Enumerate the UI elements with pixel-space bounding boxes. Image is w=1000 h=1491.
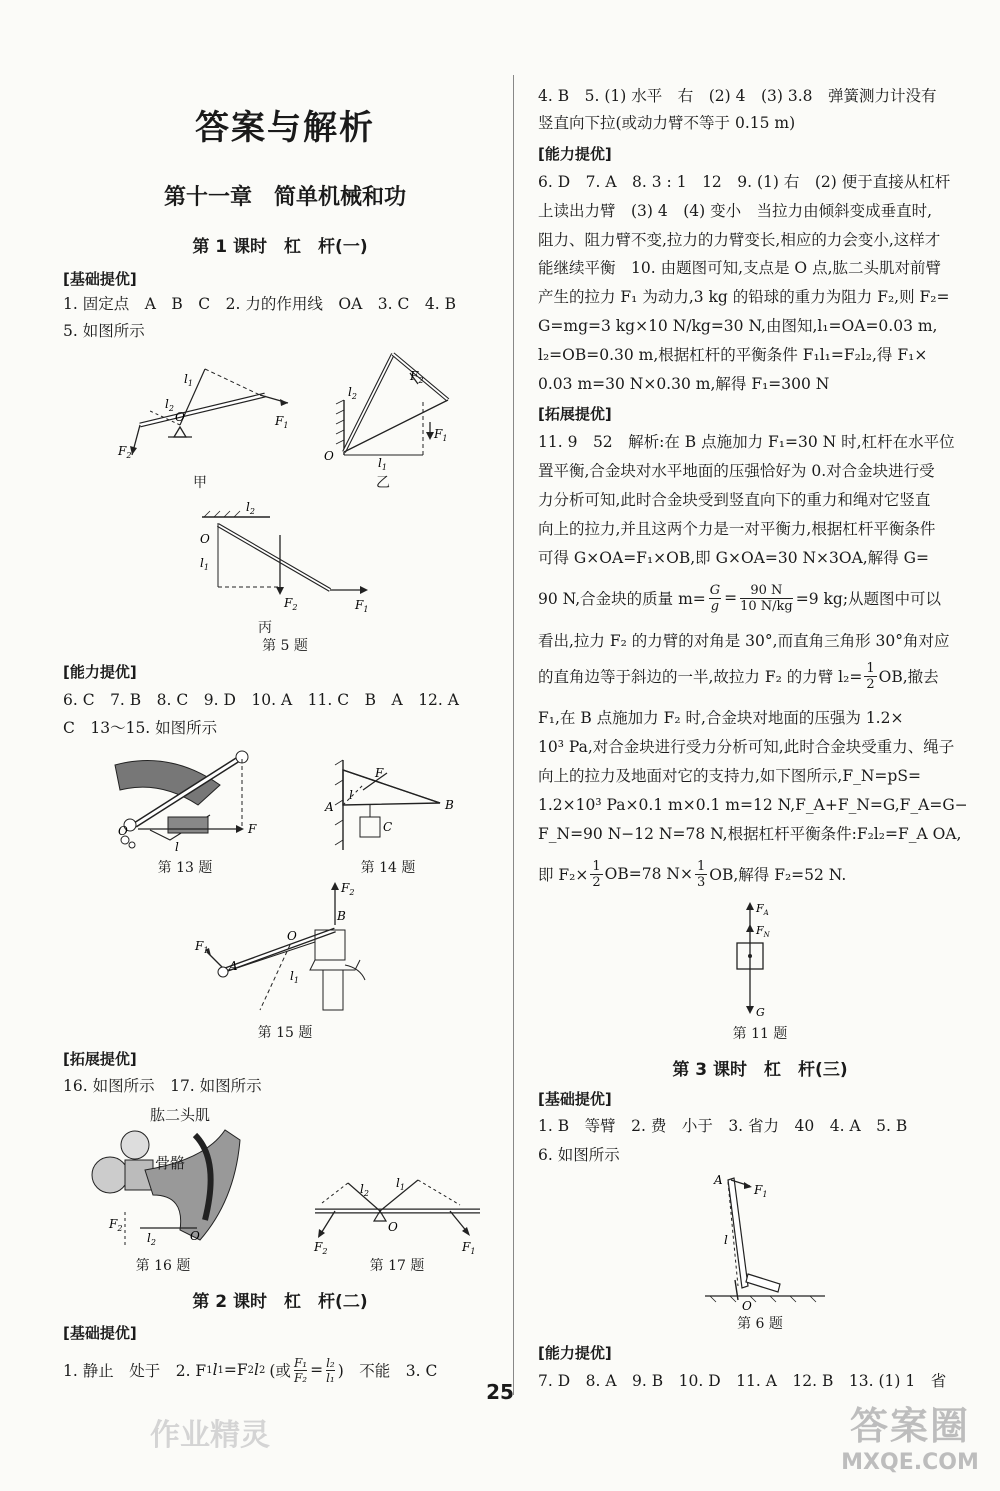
figure-caption: 第 11 题 [732, 1026, 788, 1042]
figure-16-label-bone: 骨骼 [154, 1154, 185, 1172]
answer-line: G=mg=3 kg×10 N/kg=30 N,由图知,l₁=OA=0.03 m, [538, 317, 938, 335]
section-tag-ability: [能力提优] [63, 663, 137, 681]
svg-text:B: B [445, 798, 454, 812]
figure-label-jia: 甲 [193, 475, 207, 491]
answer-line-fraction: 即 F₂× $\frac{1}{2}$ OB=78 N× $\frac{1}{3}$ OB,解得 F₂=52 N. [538, 858, 847, 890]
svg-text:F2: $F_2$ [109, 1217, 123, 1233]
figure-caption: 第 16 题 [135, 1258, 191, 1274]
svg-text:l2: $l_2$ [360, 1182, 369, 1198]
page-title: 答案与解析 [195, 108, 375, 148]
figure-17 [300, 1165, 490, 1255]
answer-line: 0.03 m=30 N×0.30 m,解得 F₁=300 N [538, 375, 830, 393]
answer-line: l₂=OB=0.30 m,根据杠杆的平衡条件 F₁l₁=F₂l₂,得 F₁× [538, 346, 928, 364]
svg-text:F: F [248, 822, 257, 836]
answer-line: 可得 G×OA=F₁×OB,即 G×OA=30 N×3OA,解得 G= [538, 549, 930, 567]
figure-15 [185, 880, 385, 1020]
svg-text:A: A [229, 959, 238, 973]
figure-label-bing: 丙 [258, 620, 272, 636]
svg-text:l1: $l_1$ [184, 372, 193, 388]
svg-text:F2: $F_2$ [341, 881, 355, 897]
svg-text:l2: $l_2$ [147, 1231, 156, 1247]
svg-text:F1: $F_1$ [195, 939, 209, 955]
svg-text:FA: $F_A$ [756, 902, 769, 917]
answer-line: 6. D 7. A 8. 3 : 1 12 9. (1) 右 (2) 便于直接从杠杆 [538, 173, 951, 191]
fraction: $\frac{G}{g}$ [709, 582, 721, 614]
answer-line: 置平衡,合金块对水平地面的压强恰好为 0.对合金块进行受 [538, 462, 935, 480]
svg-text:O: O [118, 824, 128, 838]
figure-6 [700, 1168, 830, 1313]
answer-line: F_N=90 N−12 N=78 N,根据杠杆平衡条件:F₂l₂=F_A OA, [538, 825, 962, 843]
answer-line: 向上的拉力,并且这两个力是一对平衡力,根据杠杆平衡条件 [538, 520, 936, 538]
lesson2-title: 第 2 课时 杠 杆(二) [192, 1292, 368, 1312]
answer-line: 16. 如图所示 17. 如图所示 [63, 1077, 262, 1095]
svg-text:F2: $F_2$ [118, 444, 132, 460]
svg-text:A: A [714, 1173, 723, 1187]
svg-text:F1: $F_1$ [434, 427, 448, 443]
answer-line-fraction: 的直角边等于斜边的一半,故拉力 F₂ 的力臂 l₂= $\frac{1}{2}$ OB,撤去 [538, 660, 939, 692]
svg-text:FN: $F_N$ [756, 924, 770, 939]
answer-line: 4. B 5. (1) 水平 右 (2) 4 (3) 3.8 弹簧测力计没有 [538, 87, 937, 105]
svg-text:O: O [388, 1220, 398, 1234]
answer-line-formula: 1. 静止 处于 2. F 1 l 1 =F 2 l 2 (或 $\frac{\text{F₁}}{\text{F₂}}$ = $\frac{\text{l₂}}{\text{l₁}}$ ) 不能 3. C [63, 1355, 438, 1385]
answer-line: C 13～15. 如图所示 [63, 719, 218, 737]
lesson3-title: 第 3 课时 杠 杆(三) [672, 1060, 848, 1080]
svg-text:O: O [200, 532, 210, 546]
svg-text:l1: $l_1$ [396, 1176, 405, 1192]
figure-caption: 第 15 题 [257, 1025, 313, 1041]
figure-5-yi [318, 340, 468, 470]
svg-text:F2: $F_2$ [410, 369, 424, 385]
fraction: $\frac{90 N}{10 N/kg}$ [740, 582, 793, 614]
column-divider [513, 75, 514, 1395]
fraction: $\frac{1}{3}$ [696, 858, 706, 890]
answer-line: 10³ Pa,对合金块进行受力分析可知,此时合金块受重力、绳子 [538, 738, 955, 756]
answer-line: 能继续平衡 10. 由题图可知,支点是 O 点,肱二头肌对前臂 [538, 259, 941, 277]
svg-text:l: l [724, 1233, 728, 1247]
fraction: $\frac{\text{l₂}}{\text{l₁}}$ [326, 1355, 335, 1385]
figure-13 [110, 745, 270, 855]
svg-text:l2: $l_2$ [246, 500, 255, 516]
answer-line: 1. 固定点 A B C 2. 力的作用线 OA 3. C 4. B [63, 295, 456, 313]
figure-5-jia [110, 355, 300, 465]
svg-text:F1: $F_1$ [462, 1240, 476, 1255]
figure-16-label-muscle: 肱二头肌 [149, 1106, 210, 1124]
section-tag-extend: [拓展提优] [63, 1050, 137, 1068]
svg-text:l: l [349, 788, 353, 802]
svg-text:O: O [190, 1229, 200, 1243]
section-tag-basic: [基础提优] [63, 270, 137, 288]
svg-text:l1: $l_1$ [290, 969, 299, 985]
chapter-title: 第十一章 简单机械和功 [163, 185, 406, 210]
svg-text:F1: $F_1$ [355, 598, 369, 614]
figure-caption: 第 14 题 [360, 860, 416, 876]
answer-line: F₁,在 B 点施加力 F₂ 时,合金块对地面的压强为 1.2× [538, 709, 904, 727]
fraction: $\frac{\text{F₁}}{\text{F₂}}$ [293, 1355, 308, 1385]
svg-text:C: C [383, 820, 393, 834]
answer-line: 阻力、阻力臂不变,拉力的力臂变长,相应的力会变小,这样才 [538, 231, 941, 249]
fraction: $\frac{1}{2}$ [592, 858, 601, 890]
answer-line: 5. 如图所示 [63, 322, 145, 340]
svg-text:G: G [756, 1006, 765, 1019]
svg-text:O: O [324, 449, 334, 463]
answer-line: 6. 如图所示 [538, 1146, 620, 1164]
answer-line: 1. B 等臂 2. 费 小于 3. 省力 40 4. A 5. B [538, 1117, 908, 1135]
answer-line: 产生的拉力 F₁ 为动力,3 kg 的铅球的重力为阻力 F₂,则 F₂= [538, 288, 950, 306]
svg-text:l2: $l_2$ [165, 397, 174, 413]
answer-line: 向上的拉力及地面对它的支持力,如下图所示,F_N=pS= [538, 767, 921, 785]
lesson1-title: 第 1 课时 杠 杆(一) [192, 237, 368, 257]
svg-text:l1: $l_1$ [378, 456, 387, 470]
figure-caption: 第 5 题 [262, 638, 308, 654]
figure-caption: 第 13 题 [157, 860, 213, 876]
section-tag-ability: [能力提优] [538, 1344, 612, 1362]
svg-text:B: B [337, 909, 346, 923]
svg-text:l2: $l_2$ [348, 385, 357, 401]
watermark: 作业精灵 [150, 1418, 270, 1453]
answer-line: 1.2×10³ Pa×0.1 m×0.1 m=12 N,F_A+F_N=G,F_A=G− [538, 796, 968, 814]
answer-line: 看出,拉力 F₂ 的力臂的对角是 30°,而直角三角形 30°角对应 [538, 632, 950, 650]
site-logo: 答案圈 MXQE.COM [841, 1404, 979, 1475]
section-tag-extend: [拓展提优] [538, 405, 612, 423]
svg-text:O: O [175, 410, 185, 424]
svg-text:O: O [287, 929, 297, 943]
answer-line: 竖直向下拉(或动力臂不等于 0.15 m) [538, 114, 796, 132]
answer-line: 上读出力臂 (3) 4 (4) 变小 当拉力由倾斜变成垂直时, [538, 202, 933, 220]
svg-text:l1: $l_1$ [200, 556, 209, 572]
svg-text:F1: $F_1$ [275, 414, 289, 430]
figure-5-bing [190, 495, 380, 615]
figure-11 [720, 898, 800, 1023]
figure-caption: 第 6 题 [737, 1316, 783, 1332]
section-tag-basic: [基础提优] [538, 1090, 612, 1108]
answer-line: 7. D 8. A 9. B 10. D 11. A 12. B 13. (1) 1 省 [538, 1372, 947, 1390]
answer-line: 6. C 7. B 8. C 9. D 10. A 11. C B A 12. A [63, 691, 459, 709]
svg-text:l: l [175, 840, 179, 854]
page-number: 25 [486, 1380, 514, 1404]
svg-text:F: F [375, 766, 384, 780]
svg-text:F1: $F_1$ [754, 1183, 768, 1199]
answer-line-fraction: 90 N,合金块的质量 m= $\frac{G}{g}$ = $\frac{90 N}{10 N/kg}$ =9 kg;从题图中可以 [538, 582, 942, 614]
section-tag-basic: [基础提优] [63, 1324, 137, 1342]
answer-line: 11. 9 52 解析:在 B 点施加力 F₁=30 N 时,杠杆在水平位 [538, 433, 955, 451]
fraction: $\frac{1}{2}$ [866, 660, 875, 692]
svg-text:O: O [742, 1299, 752, 1313]
figure-caption: 第 17 题 [369, 1258, 425, 1274]
svg-text:F2: $F_2$ [314, 1240, 328, 1255]
section-tag-ability: [能力提优] [538, 145, 612, 163]
figure-label-yi: 乙 [376, 475, 390, 491]
svg-text:A: A [325, 800, 334, 814]
answer-line: 力分析可知,此时合金块受到竖直向下的重力和绳对它竖直 [538, 491, 931, 509]
svg-text:F2: $F_2$ [284, 596, 298, 612]
figure-14 [315, 755, 465, 855]
